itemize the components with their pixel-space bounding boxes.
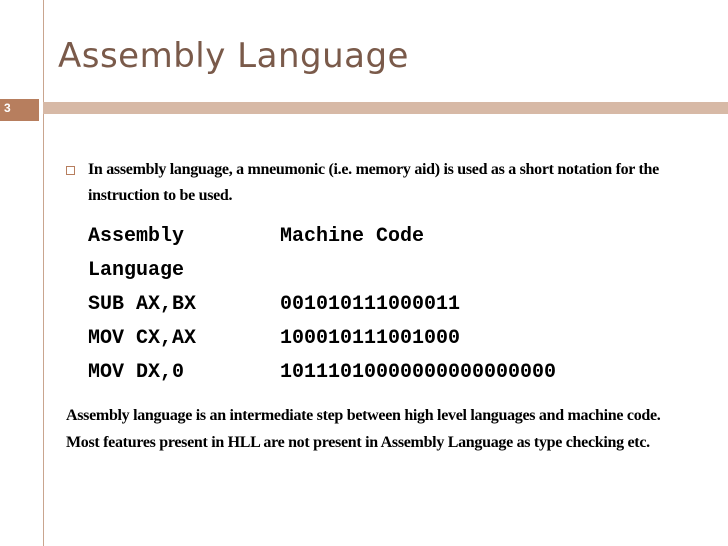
assembly-cell: MOV CX,AX: [88, 327, 197, 350]
bullet-text: In assembly language, a mneumonic (i.e. memory aid) is used as a short notation for the instruction to be used.: [88, 161, 659, 204]
slide-title: Assembly Language: [58, 36, 409, 76]
code-table: [88, 220, 556, 390]
title-rule: [43, 102, 728, 114]
assembly-cell: Assembly: [88, 225, 185, 248]
assembly-cell: SUB AX,BX: [88, 293, 197, 316]
code-row: [88, 254, 556, 288]
machine-code-cell: 100010111001000: [280, 327, 461, 350]
machine-code-cell: 10111010000000000000000: [280, 361, 557, 384]
vertical-divider: [43, 0, 44, 546]
footer-text: Assembly language is an intermediate step between high level languages and machine code. Most features present in HLL are not present in Assembly Language as type checking etc.: [66, 407, 661, 451]
code-row: [88, 322, 556, 356]
page-number: 3: [4, 101, 11, 115]
code-row: [88, 288, 556, 322]
code-row: [88, 220, 556, 254]
machine-code-cell: Machine Code: [280, 225, 425, 248]
code-row: [88, 356, 556, 390]
assembly-cell: Language: [88, 259, 185, 282]
assembly-cell: MOV DX,0: [88, 361, 185, 384]
page-number-tab: [0, 99, 39, 121]
machine-code-cell: 001010111000011: [280, 293, 461, 316]
square-bullet-icon: [66, 166, 75, 175]
